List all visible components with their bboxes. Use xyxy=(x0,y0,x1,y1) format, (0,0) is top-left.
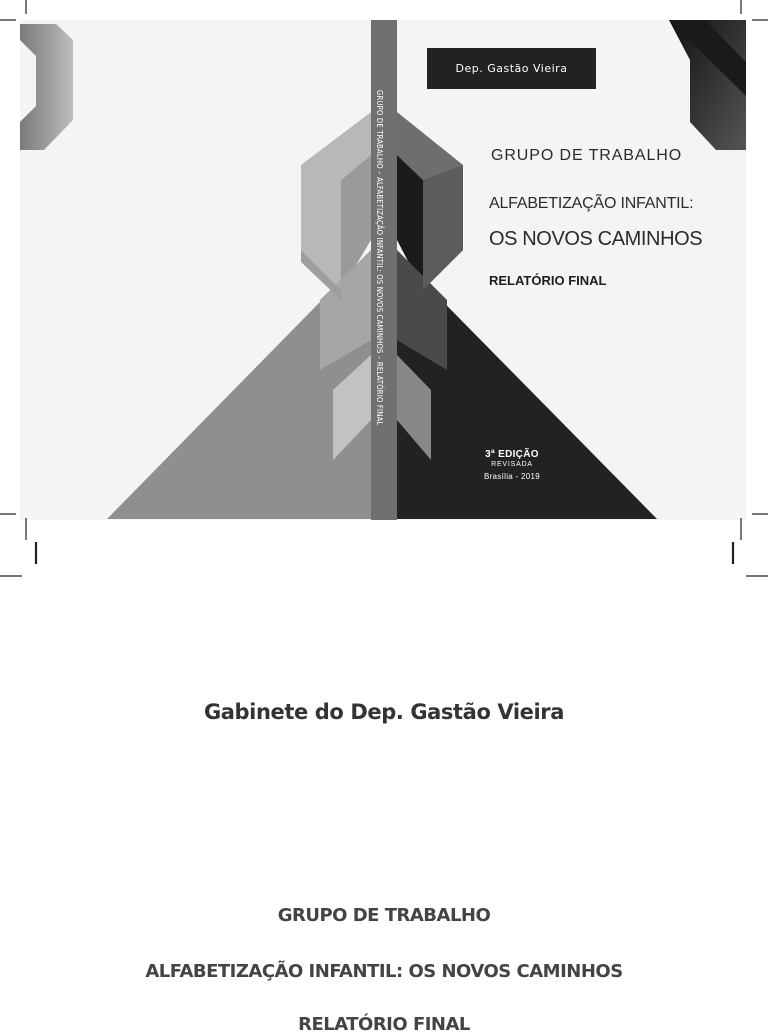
edition-block xyxy=(472,449,552,481)
author-box: Dep. Gastão Vieira xyxy=(427,48,596,89)
edition-label: 3ª EDIÇÃO xyxy=(485,449,539,460)
revised-label: REVISADA xyxy=(491,461,533,468)
cover-title-line1: ALFABETIZAÇÃO INFANTIL: xyxy=(489,195,694,212)
office-heading: Gabinete do Dep. Gastão Vieira xyxy=(203,700,565,724)
cover-report-label: RELATÓRIO FINAL xyxy=(489,273,607,288)
ribbon-decoration-left xyxy=(20,24,73,150)
cover-title-line2: OS NOVOS CAMINHOS xyxy=(489,228,703,250)
spine-title: GRUPO DE TRABALHO – ALFABETIZAÇÃO INFANTIL: OS NOVOS CAMINHOS – RELATÓRIO FINAL xyxy=(375,90,384,426)
cover-group-label: GRUPO DE TRABALHO xyxy=(491,147,683,164)
title-page-title: ALFABETIZAÇÃO INFANTIL: OS NOVOS CAMINHOS xyxy=(145,961,623,982)
place-year: Brasília - 2019 xyxy=(483,472,541,481)
title-page-report-label: RELATÓRIO FINAL xyxy=(298,1014,470,1035)
title-page-group-label: GRUPO DE TRABALHO xyxy=(277,905,491,926)
